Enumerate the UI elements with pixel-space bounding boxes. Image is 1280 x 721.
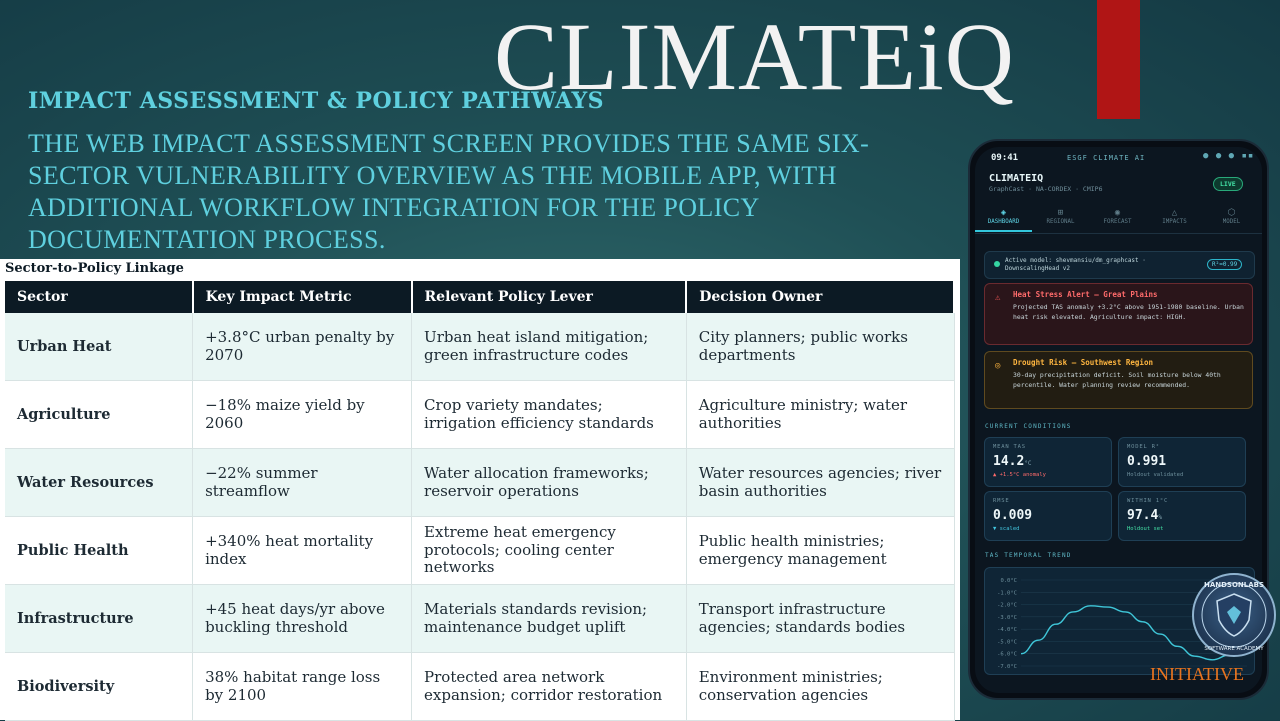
hexagon-icon: ⬡	[1227, 208, 1236, 218]
sector-policy-table	[5, 281, 955, 721]
y-tick-label: -4.0°C	[997, 627, 1017, 634]
metric-value: 97.4%	[1127, 508, 1162, 523]
live-badge: LIVE	[1213, 177, 1243, 191]
y-tick-label: -1.0°C	[997, 590, 1017, 597]
owner-cell: City planners; public works departments	[686, 313, 954, 381]
app-subtitle: GraphCast · NA-CORDEX · CMIP6	[989, 185, 1103, 193]
sector-cell: Public Health	[5, 517, 193, 585]
sector-cell: Urban Heat	[5, 313, 193, 381]
policy-cell: Crop variety mandates; irrigation efficiency standards	[412, 381, 687, 449]
metric-cell: +3.8°C urban penalty by 2070	[193, 313, 412, 381]
tab-model[interactable]	[1203, 205, 1260, 225]
app-header	[975, 171, 1262, 201]
sector-cell: Infrastructure	[5, 585, 193, 653]
table-row	[5, 653, 954, 721]
owner-cell: Environment ministries; conservation agencies	[686, 653, 954, 721]
drought-risk-alert[interactable]	[984, 351, 1253, 409]
slide-subtitle: IMPACT ASSESSMENT & POLICY PATHWAYS	[28, 88, 605, 114]
table-header-row	[5, 281, 954, 313]
grid-icon: ⊞	[1057, 208, 1064, 218]
alert-body: 30-day precipitation deficit. Soil moisture below 40th percentile. Water planning review recommended.	[1013, 371, 1221, 389]
status-dot-icon	[994, 261, 1000, 267]
slide-description: THE WEB IMPACT ASSESSMENT SCREEN PROVIDES THE SAME SIX-SECTOR VULNERABILITY OVERVIEW AS THE MOBILE APP, WITH ADDITIONAL WORKFLOW INTEGRATION FOR THE POLICY DOCUMENTATION PROCESS.	[28, 129, 870, 254]
tab-impacts[interactable]	[1146, 205, 1203, 225]
table-row	[5, 381, 954, 449]
tab-forecast[interactable]	[1089, 205, 1146, 225]
policy-cell: Protected area network expansion; corridor restoration	[412, 653, 687, 721]
metric-card-model-r2[interactable]	[1118, 437, 1246, 487]
active-model-text: Active model: shevmansiu/dm_graphcast · DownscalingHead v2	[1005, 257, 1146, 272]
metric-cell: 38% habitat range loss by 2100	[193, 653, 412, 721]
metric-cell: +45 heat days/yr above buckling threshold	[193, 585, 412, 653]
tab-bar	[975, 205, 1262, 234]
metric-label: RMSE	[993, 498, 1010, 504]
metric-value: 0.991	[1127, 454, 1167, 469]
red-accent-bar	[1097, 0, 1140, 119]
metric-label: WITHIN 1°C	[1127, 498, 1169, 504]
tab-label: IMPACTS	[1162, 219, 1187, 225]
column-header: Sector	[5, 281, 193, 313]
triangle-icon: △	[1171, 208, 1178, 218]
app-banner: ESGF CLIMATE AI	[1067, 154, 1146, 162]
policy-cell: Materials standards revision; maintenance budget uplift	[412, 585, 687, 653]
y-tick-label: -3.0°C	[997, 614, 1017, 621]
column-header: Relevant Policy Lever	[412, 281, 687, 313]
metric-card-mean-tas[interactable]	[984, 437, 1112, 487]
metric-note: ▲ +1.5°C anomaly	[993, 472, 1046, 478]
owner-cell: Public health ministries; emergency management	[686, 517, 954, 585]
drought-icon: ◎	[995, 361, 1001, 371]
y-tick-label: 0.0°C	[1000, 578, 1017, 584]
alert-title: Heat Stress Alert — Great Plains	[1013, 290, 1158, 299]
svg-text:HANDSONLABS: HANDSONLABS	[1203, 581, 1265, 589]
metric-cell: +340% heat mortality index	[193, 517, 412, 585]
metric-note: ▼ scaled	[993, 526, 1020, 532]
status-time: 09:41	[991, 153, 1019, 163]
active-model-card[interactable]	[984, 251, 1255, 279]
metric-cell: −22% summer streamflow	[193, 449, 412, 517]
table-row	[5, 585, 954, 653]
model-score-badge: R²=0.99	[1207, 259, 1242, 270]
table-title: Sector-to-Policy Linkage	[5, 261, 184, 276]
handsonlabs-logo	[1191, 572, 1277, 658]
alert-body: Projected TAS anomaly +3.2°C above 1951-1980 baseline. Urban heat risk elevated. Agriculture impact: HIGH.	[1013, 303, 1244, 321]
target-icon: ◉	[1114, 208, 1121, 218]
owner-cell: Water resources agencies; river basin authorities	[686, 449, 954, 517]
status-bar	[975, 147, 1262, 171]
tab-label: REGIONAL	[1046, 219, 1075, 225]
metric-label: MODEL R²	[1127, 444, 1160, 450]
trend-label: TAS TEMPORAL TREND	[985, 552, 1072, 559]
svg-text:SOFTWARE ACADEMY: SOFTWARE ACADEMY	[1204, 646, 1264, 652]
sector-cell: Agriculture	[5, 381, 193, 449]
sector-cell: Water Resources	[5, 449, 193, 517]
policy-cell: Extreme heat emergency protocols; cooling center networks	[412, 517, 687, 585]
policy-cell: Urban heat island mitigation; green infrastructure codes	[412, 313, 687, 381]
y-tick-label: -5.0°C	[997, 639, 1017, 646]
status-indicators-icon: ● ● ● ▪▪	[1203, 151, 1255, 161]
brand-title: CLIMATEiQ	[494, 3, 1015, 110]
table-row	[5, 449, 954, 517]
heat-stress-alert[interactable]	[984, 283, 1253, 345]
metric-note: Holdout set	[1127, 526, 1164, 532]
dashboard-icon: ◈	[1000, 208, 1007, 218]
alert-title: Drought Risk — Southwest Region	[1013, 358, 1153, 367]
policy-table-panel	[0, 259, 960, 720]
metric-label: MEAN TAS	[993, 444, 1026, 450]
table-row	[5, 517, 954, 585]
metric-card-rmse[interactable]	[984, 491, 1112, 541]
column-header: Key Impact Metric	[193, 281, 412, 313]
owner-cell: Transport infrastructure agencies; standards bodies	[686, 585, 954, 653]
policy-cell: Water allocation frameworks; reservoir operations	[412, 449, 687, 517]
warning-icon: ⚠	[995, 293, 1001, 303]
metric-value: 0.009	[993, 508, 1033, 523]
metric-cell: −18% maize yield by 2060	[193, 381, 412, 449]
owner-cell: Agriculture ministry; water authorities	[686, 381, 954, 449]
tab-label: MODEL	[1222, 219, 1241, 225]
column-header: Decision Owner	[686, 281, 954, 313]
sector-cell: Biodiversity	[5, 653, 193, 721]
y-tick-label: -6.0°C	[997, 651, 1017, 658]
app-name: CLIMATEIQ	[989, 173, 1044, 184]
table-row	[5, 313, 954, 381]
initiative-label: INITIATIVE	[1150, 664, 1244, 684]
metric-value: 14.2°C	[993, 454, 1032, 469]
current-conditions-label: CURRENT CONDITIONS	[985, 423, 1072, 430]
tab-regional[interactable]	[1032, 205, 1089, 225]
y-tick-label: -7.0°C	[997, 664, 1017, 670]
tab-dashboard[interactable]	[975, 205, 1032, 232]
y-tick-label: -2.0°C	[997, 602, 1017, 609]
tab-label: DASHBOARD	[987, 219, 1020, 225]
metric-note: Holdout validated	[1127, 472, 1184, 478]
metric-card-within-1c[interactable]	[1118, 491, 1246, 541]
tab-label: FORECAST	[1103, 219, 1132, 225]
